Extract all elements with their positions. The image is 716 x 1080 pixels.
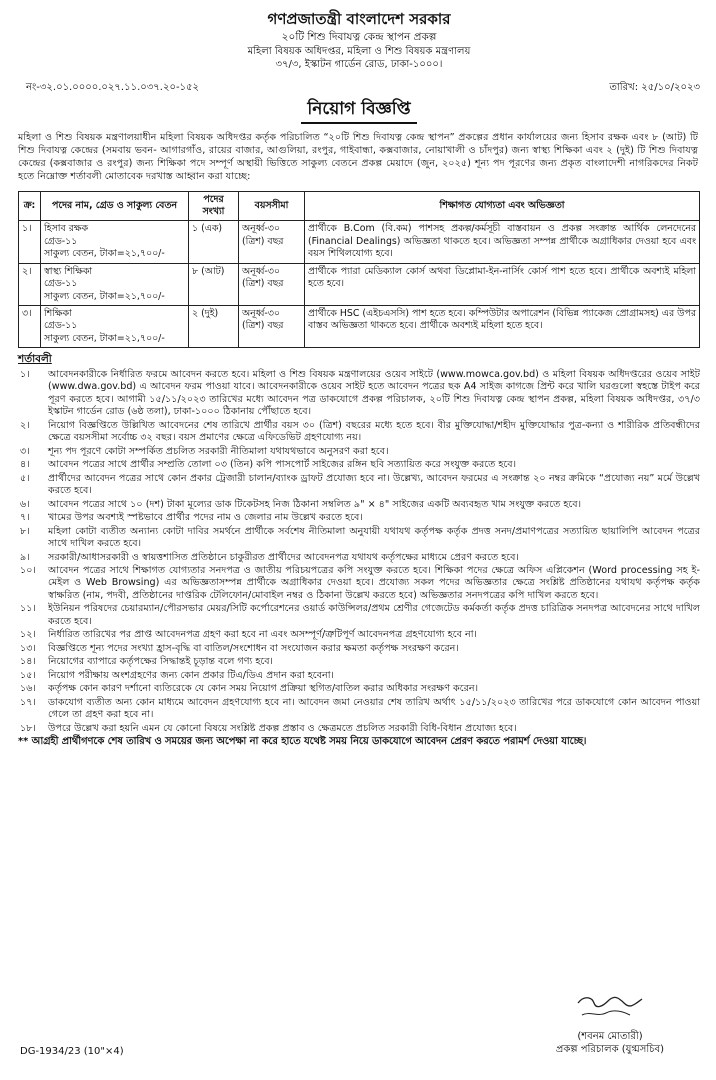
term-item xyxy=(18,420,700,445)
table-row xyxy=(19,305,700,347)
table-row xyxy=(19,263,700,305)
row-serial: ১। xyxy=(19,221,41,263)
reference-row xyxy=(18,81,700,94)
term-text: নিয়োগের ব্যাপারে কর্তৃপক্ষের সিদ্ধান্তই চূড়ান্ত বলে গণ্য হবে। xyxy=(48,656,273,668)
term-item xyxy=(18,670,700,682)
row-qualification: প্রার্থীকে B.Com (বি.কম) পাশসহ প্রকল্প/কর্মসূচী বাস্তবায়ন ও প্রকল্প সংক্রান্ত আর্থিক লেনদেনের (Financial Dealings) অভিজ্ঞতা থাকতে হবে। অভিজ্ঞতা সম্পন্ন প্রার্থীকে অগ্রাধিকার দেওয়া হবে এবং বয়স শিথিলযোগ্য হবে। xyxy=(305,221,700,263)
terms-list xyxy=(18,369,700,735)
term-text: শূন্য পদ পূরণে কোটা সম্পর্কিত প্রচলিত সরকারী নীতিমালা যথাযথভাবে অনুসরণ করা হবে। xyxy=(48,445,389,457)
col-serial: ক্র: xyxy=(19,191,41,221)
term-number: ৬। xyxy=(20,498,30,510)
office-address: ৩৭/৩, ইস্কাটন গার্ডেন রোড, ঢাকা-১০০০। xyxy=(275,58,443,70)
term-item xyxy=(18,683,700,695)
post-name: হিসাব রক্ষক xyxy=(44,223,89,235)
term-text: নিয়োগ বিজ্ঞপ্তিতে উল্লিখিত আবেদনের শেষ তারিখে প্রার্থীর বয়স ৩০ (ত্রিশ) বছরের মধ্যে হতে হবে। বীর মুক্তিযোদ্ধা/শহীদ মুক্তিযোদ্ধার পুত্র-কন্যা ও শারীরিক প্রতিবন্ধীদের ক্ষেত্রে বয়সসীমা সর্বোচ্চ ৩২ বছর। বয়স প্রমাণের ক্ষেত্রে এফিডেভিট গ্রহণযোগ্য নয়। xyxy=(48,419,700,444)
intro-paragraph: মহিলা ও শিশু বিষয়ক মন্ত্রণালয়াধীন মহিলা বিষয়ক অধিদপ্তর কর্তৃক পরিচালিত “২০টি শিশু দিবাযত্ন কেন্দ্র স্থাপন” প্রকল্পের প্রধান কার্যালয়ের জন্য হিসাব রক্ষক এবং ৮ (আট) টি শিশু দিবাযত্ন কেন্দ্রের (সমবায় ভবন- আগারগাঁও, রায়ের বাজার, আগুলিয়া, রংপুর, গাইবান্ধা, কক্সবাজার, নোয়াখালী ও চাঁদপুর) জন্য স্বাস্থ্য শিক্ষিকা এবং ২ (দুই) টি শিশু দিবাযত্ন কেন্দ্রের (কক্সবাজার ও রংপুর) জন্য শিক্ষিকা পদে সম্পূর্ণ অস্থায়ী ভিত্তিতে সাকুল্য বেতনে প্রকল্প মেয়াদে (জুন, ২০২৫) শূন্য পদ পূরণের জন্য প্রকৃত বাংলাদেশী নাগরিকদের নিকট হতে নিম্নোক্ত শর্তাবলী মোতাবেক দরখাস্ত আহ্বান করা যাচ্ছে: xyxy=(18,131,698,182)
notice-title-wrap xyxy=(18,98,700,123)
term-number: ১৮। xyxy=(20,722,36,734)
col-qualification: শিক্ষাগত যোগ্যতা এবং অভিজ্ঞতা xyxy=(305,191,700,221)
term-item xyxy=(18,697,700,722)
post-grade: গ্রেড-১১ xyxy=(44,235,78,247)
term-number: ১। xyxy=(20,368,30,380)
handwritten-signature xyxy=(530,993,690,1021)
row-age: অনূর্ধ্ব-৩০ (ত্রিশ) বছর xyxy=(239,305,305,347)
signature-block xyxy=(530,993,690,1056)
header xyxy=(18,10,700,71)
post-name: স্বাস্থ্য শিক্ষিকা xyxy=(44,265,93,277)
term-text: আবেদন পত্রের সাথে প্রার্থীর সম্প্রতি তোলা ০৩ (তিন) কপি পাসপোর্ট সাইজের রঙ্গিন ছবি সত্যায়িত করে সংযুক্ত করতে হবে। xyxy=(48,459,517,471)
post-name: শিক্ষিকা xyxy=(44,307,72,319)
row-post xyxy=(41,263,189,305)
term-item xyxy=(18,643,700,655)
row-count: ২ (দুই) xyxy=(189,305,239,347)
term-number: ২। xyxy=(20,419,30,431)
term-text: আবেদন পত্রের সাথে শিক্ষাগত যোগ্যতার সনদপত্র ও জাতীয় পরিচয়পত্রের কপি সংযুক্ত করতে হবে। শিক্ষিকা পদের ক্ষেত্রে অফিস এপ্লিকেশন (Word processing সহ ই-মেইল ও Web Browsing) এর অভিজ্ঞতাসম্পন্ন প্রার্থীকে অগ্রাধিকার দেওয়া হবে। প্রযোজ্য সকল পদের অভিজ্ঞতার ক্ষেত্রে সংশ্লিষ্ট প্রতিষ্ঠানের যথাযথ কর্তৃপক্ষ কর্তৃক স্বাক্ষরিত (নাম, পদবী, প্রতিষ্ঠানের দাপ্তরিক টেলিফোন/মোবাইল নম্বর ও ঠিকানা উল্লেখ করতে হবে) অভিজ্ঞতার সনদপত্রের কপি দাখিল করতে হবে। xyxy=(48,565,700,601)
project-name: ২০টি শিশু দিবাযত্ন কেন্দ্র স্থাপন প্রকল্প xyxy=(281,30,437,43)
term-text: প্রার্থীদের আবেদন পত্রের সাথে কোন প্রকার ট্রেজারী চালান/ব্যাংক ড্রাফট প্রযোজ্য হবে না। উল্লেখ্য, আবেদন ফরমের এ সংক্রান্ত ২০ নম্বর ক্রমিকে “প্রযোজ্য নয়” মর্মে উল্লেখ করতে হবে। xyxy=(48,472,700,497)
term-text: ইউনিয়ন পরিষদের চেয়ারম্যান/পৌরসভার মেয়র/সিটি কর্পোরেশনের ওয়ার্ড কাউন্সিলর/প্রথম শ্রেণীর গেজেটেড কর্মকর্তা কর্তৃক প্রদত্ত চারিত্রিক সনদপত্র আবেদনের সাথে দাখিল করতে হবে। xyxy=(48,603,700,627)
col-post: পদের নাম, গ্রেড ও সাকুল্য বেতন xyxy=(41,191,189,221)
post-grade: গ্রেড-১১ xyxy=(44,320,78,332)
term-text: আবেদন পত্রের সাথে ১০ (দশ) টাকা মূল্যের ডাক টিকেটসহ নিজ ঠিকানা সম্বলিত ৯" × ৪" সাইজের একটি অব্যবহৃত খাম সংযুক্ত করতে হবে। xyxy=(48,498,582,510)
row-post xyxy=(41,305,189,347)
officer-designation: প্রকল্প পরিচালক (যুগ্মসচিব) xyxy=(555,1044,665,1056)
term-text: সরকারী/আধাসরকারী ও স্বায়ত্তশাসিত প্রতিষ্ঠানে চাকুরীরত প্রার্থীদের আবেদনপত্র যথাযথ কর্তৃপক্ষের মাধ্যমে প্রেরণ করতে হবে। xyxy=(48,551,519,563)
row-age: অনূর্ধ্ব-৩০ (ত্রিশ) বছর xyxy=(239,221,305,263)
footnote: ** আগ্রহী প্রার্থীগণকে শেষ তারিখ ও সময়ের জন্য অপেক্ষা না করে হাতে যথেষ্ট সময় নিয়ে ডাকযোগে আবেদন প্রেরণ করতে পরামর্শ দেওয়া যাচ্ছে। xyxy=(18,736,587,748)
post-grade: গ্রেড-১১ xyxy=(44,278,78,290)
row-qualification: প্রার্থীকে প্যারা মেডিক্যাল কোর্স অথবা ডিপ্লোমা-ইন-নার্সিং কোর্স পাশ হতে হবে। প্রার্থীকে অবশ্যই মহিলা হতে হবে। xyxy=(305,263,700,305)
term-item xyxy=(18,512,700,524)
col-count: পদের সংখ্যা xyxy=(189,191,239,221)
term-text: নির্ধারিত তারিখের পর প্রাপ্ত আবেদনপত্র গ্রহণ করা হবে না এবং অসম্পূর্ণ/ত্রুটিপূর্ণ আবেদনপত্র গ্রহণযোগ্য হবে না। xyxy=(48,629,477,641)
term-item xyxy=(18,723,700,735)
term-item xyxy=(18,526,700,551)
term-text: উপরে উল্লেখ করা হয়নি এমন যে কোনো বিষয়ে সংশ্লিষ্ট প্রকল্প প্রস্তাব ও ক্ষেত্রমতে প্রচলিত সরকারী বিধি-বিধান প্রযোজ্য হবে। xyxy=(48,722,517,734)
term-number: ৯। xyxy=(20,551,30,563)
notice-date: তারিখ: ২৫/১০/২০২৩ xyxy=(609,82,700,94)
term-text: কর্তৃপক্ষ কোন কারণ দর্শানো ব্যতিরেকে যে কোন সময় নিয়োগ প্রক্রিয়া স্থগিত/বাতিল করার অধিকার সংরক্ষণ করেন। xyxy=(48,683,479,695)
table-header-row xyxy=(19,191,700,221)
row-count: ১ (এক) xyxy=(189,221,239,263)
table-row xyxy=(19,221,700,263)
term-text: খামের উপর অবশ্যই স্পষ্টভাবে প্রার্থীর পদের নাম ও জেলার নাম উল্লেখ করতে হবে। xyxy=(48,512,363,524)
term-number: ৫। xyxy=(20,472,30,484)
term-text: নিয়োগ পরীক্ষায় অংশগ্রহণের জন্য কোন প্রকার টিএ/ডিএ প্রদান করা হবেনা। xyxy=(48,669,334,681)
term-number: ১৫। xyxy=(20,669,36,681)
department-name: মহিলা বিষয়ক অধিদপ্তর, মহিলা ও শিশু বিষয়ক মন্ত্রণালয় xyxy=(247,45,471,57)
row-age: অনূর্ধ্ব-৩০ (ত্রিশ) বছর xyxy=(239,263,305,305)
dg-code: DG-1934/23 (10"×4) xyxy=(20,1045,124,1057)
row-serial: ৩। xyxy=(19,305,41,347)
term-item xyxy=(18,656,700,668)
term-number: ১৪। xyxy=(20,656,36,668)
term-item xyxy=(18,446,700,458)
term-text: আবেদনকারীকে নির্ধারিত ফরমে আবেদন করতে হবে। মহিলা ও শিশু বিষয়ক মন্ত্রণালয়ের ওয়েব সাইটে (www.mowca.gov.bd) ও মহিলা বিষয়ক অধিদপ্তরের ওয়েব সাইট (www.dwa.gov.bd) এ আবেদন ফরম পাওয়া যাবে। আবেদনকারীকে ওয়েব সাইট হতে আবেদন পত্রের ছক A4 সাইজ কাগজে প্রিন্ট করে খালি ঘরগুলো স্বহস্তে টাইপ করে পূরণ করতে হবে। আগামী ১৫/১১/২০২৩ তারিখের মধ্যে আবেদন পত্র ডাকযোগে প্রকল্প পরিচালক, ২০টি শিশু দিবাযত্ন কেন্দ্র স্থাপন প্রকল্প, মহিলা বিষয়ক অধিদপ্তর, ৩৭/৩ ইস্কাটন গার্ডেন রোড (৬ষ্ঠ তলা), ঢাকা-১০০০ ঠিকানায় পৌঁছাতে হবে। xyxy=(48,368,700,418)
term-item xyxy=(18,565,700,602)
term-item xyxy=(18,629,700,641)
term-number: ১৭। xyxy=(20,696,36,708)
term-text: ডাকযোগ ব্যতীত অন্য কোন মাধ্যমে আবেদন গ্রহণযোগ্য হবে না। আবেদন জমা নেওয়ার শেষ তারিখ অর্থাৎ ১৫/১১/২০২৩ তারিখের পরে ডাকযোগে কোন আবেদন পাওয়া গেলে তা গ্রহণ করা হবে না। xyxy=(48,696,700,721)
term-item xyxy=(18,552,700,564)
post-salary: সাকুল্য বেতন, টাকা=২১,৭০০/- xyxy=(44,332,165,344)
term-item xyxy=(18,369,700,419)
reference-number: নং-৩২.০১.০০০০.০২৭.১১.০৩৭.২০-১৫২ xyxy=(26,82,200,94)
term-number: ১২। xyxy=(20,629,36,641)
term-number: ১৩। xyxy=(20,642,36,654)
term-item xyxy=(18,473,700,498)
term-number: ৭। xyxy=(20,512,30,524)
posts-table xyxy=(18,191,700,348)
term-item xyxy=(18,603,700,628)
col-age: বয়সসীমা xyxy=(239,191,305,221)
term-text: মহিলা কোটা ব্যতীত অন্যান্য কোটা দাবির সমর্থনে প্রার্থীকে সর্বশেষ নীতিমালা অনুযায়ী যথাযথ কর্তৃপক্ষ কর্তৃক প্রদত্ত সনদ/প্রমাণপত্রের সত্যায়িত ছায়ালিপি আবেদন পত্রের সাথে দাখিল করতে হবে। xyxy=(48,525,700,550)
term-number: ১৬। xyxy=(20,683,36,695)
term-number: ৮। xyxy=(20,525,30,537)
row-count: ৮ (আট) xyxy=(189,263,239,305)
signature-scribble-icon xyxy=(572,993,652,1021)
row-post xyxy=(41,221,189,263)
officer-name: (শবনম মোতারী) xyxy=(577,1031,643,1042)
term-item xyxy=(18,499,700,511)
terms-title: শর্তাবলী xyxy=(18,353,52,366)
row-serial: ২। xyxy=(19,263,41,305)
term-text: বিজ্ঞপ্তিতে শূন্য পদের সংখ্যা হ্রাস-বৃদ্ধি বা বাতিল/সংশোধন বা সংযোজন করার ক্ষমতা কর্তৃপক্ষ সংরক্ষণ করেন। xyxy=(48,642,459,654)
post-salary: সাকুল্য বেতন, টাকা=২১,৭০০/- xyxy=(44,290,165,302)
term-number: ৪। xyxy=(20,459,30,471)
government-title: গণপ্রজাতন্ত্রী বাংলাদেশ সরকার xyxy=(267,10,451,28)
term-item xyxy=(18,459,700,471)
term-number: ১১। xyxy=(20,603,36,615)
post-salary: সাকুল্য বেতন, টাকা=২১,৭০০/- xyxy=(44,248,165,260)
term-number: ১০। xyxy=(20,565,36,577)
term-number: ৩। xyxy=(20,445,30,457)
notice-title: নিয়োগ বিজ্ঞপ্তি xyxy=(301,98,416,123)
row-qualification: প্রার্থীকে HSC (এইচএসসি) পাশ হতে হবে। কম্পিউটার অপারেশন (বিভিন্ন প্যাকেজ প্রোগ্রামসহ) এর উপর বাস্তব অভিজ্ঞতা থাকতে হবে। প্রার্থীকে অবশ্যই মহিলা হতে হবে। xyxy=(305,305,700,347)
